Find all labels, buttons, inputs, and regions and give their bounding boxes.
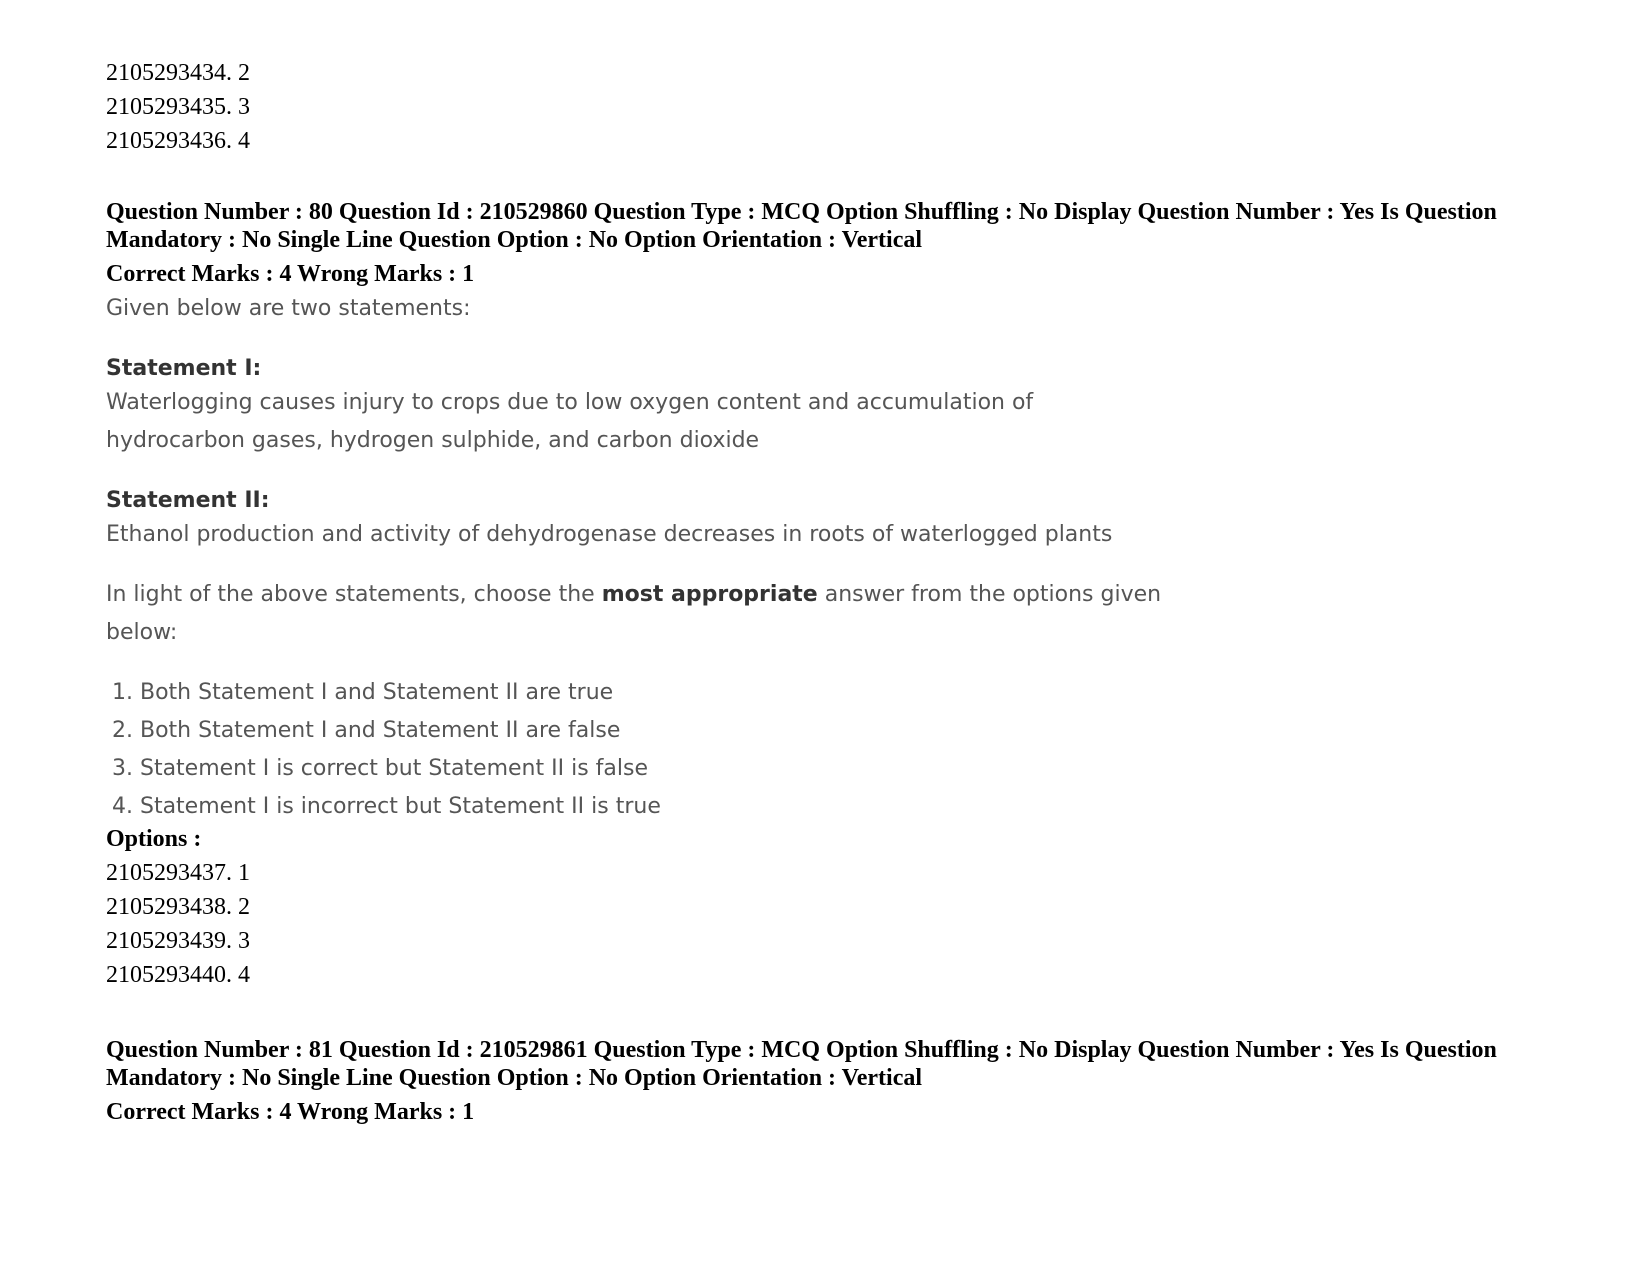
instruction-emphasis: most appropriate	[601, 582, 818, 607]
question-81	[106, 1036, 1576, 1126]
instruction-line2: below:	[106, 620, 178, 645]
question-meta-line2: Mandatory : No Single Line Question Option : No Option Orientation : Vertical	[106, 227, 923, 253]
option-line: 2105293440. 4	[106, 962, 250, 988]
statement-1-heading: Statement I:	[106, 356, 262, 381]
instruction-post: answer from the options given	[817, 582, 1162, 607]
statement-1-line1: Waterlogging causes injury to crops due to low oxygen content and accumulation of	[106, 390, 1034, 415]
option-line: 2105293437. 1	[106, 860, 250, 886]
statement-1-line2: hydrocarbon gases, hydrogen sulphide, and carbon dioxide	[106, 428, 760, 453]
option-line: 2105293435. 3	[106, 94, 250, 120]
options-label: Options :	[106, 826, 202, 852]
choice-item: 2. Both Statement I and Statement II are false	[112, 718, 621, 743]
question-body	[106, 290, 1166, 826]
question-80	[106, 198, 1576, 992]
question-meta	[106, 1036, 1576, 1092]
question-meta-line1: Question Number : 80 Question Id : 210529860 Question Type : MCQ Option Shuffling : No Display Question Number : Yes Is Question	[106, 199, 1497, 225]
option-line: 2105293436. 4	[106, 128, 250, 154]
statement-2-heading: Statement II:	[106, 488, 270, 513]
option-line: 2105293439. 3	[106, 928, 250, 954]
choice-item: 4. Statement I is incorrect but Statement II is true	[112, 794, 661, 819]
question-meta-line1: Question Number : 81 Question Id : 210529861 Question Type : MCQ Option Shuffling : No Display Question Number : Yes Is Question	[106, 1037, 1497, 1063]
choice-item: 3. Statement I is correct but Statement II is false	[112, 756, 648, 781]
question-intro: Given below are two statements:	[106, 296, 471, 321]
option-line: 2105293434. 2	[106, 60, 250, 86]
previous-options-list	[106, 56, 1576, 158]
statement-2-text: Ethanol production and activity of dehydrogenase decreases in roots of waterlogged plants	[106, 522, 1113, 547]
choice-item: 1. Both Statement I and Statement II are true	[112, 680, 614, 705]
question-meta	[106, 198, 1576, 254]
question-marks: Correct Marks : 4 Wrong Marks : 1	[106, 261, 475, 287]
choice-list	[106, 674, 1166, 826]
question-marks: Correct Marks : 4 Wrong Marks : 1	[106, 1099, 475, 1125]
option-line: 2105293438. 2	[106, 894, 250, 920]
instruction-pre: In light of the above statements, choose the	[106, 582, 602, 607]
instruction-line1	[106, 576, 1166, 614]
document-page	[106, 56, 1576, 1126]
question-meta-line2: Mandatory : No Single Line Question Option : No Option Orientation : Vertical	[106, 1065, 923, 1091]
options-list	[106, 856, 1576, 992]
